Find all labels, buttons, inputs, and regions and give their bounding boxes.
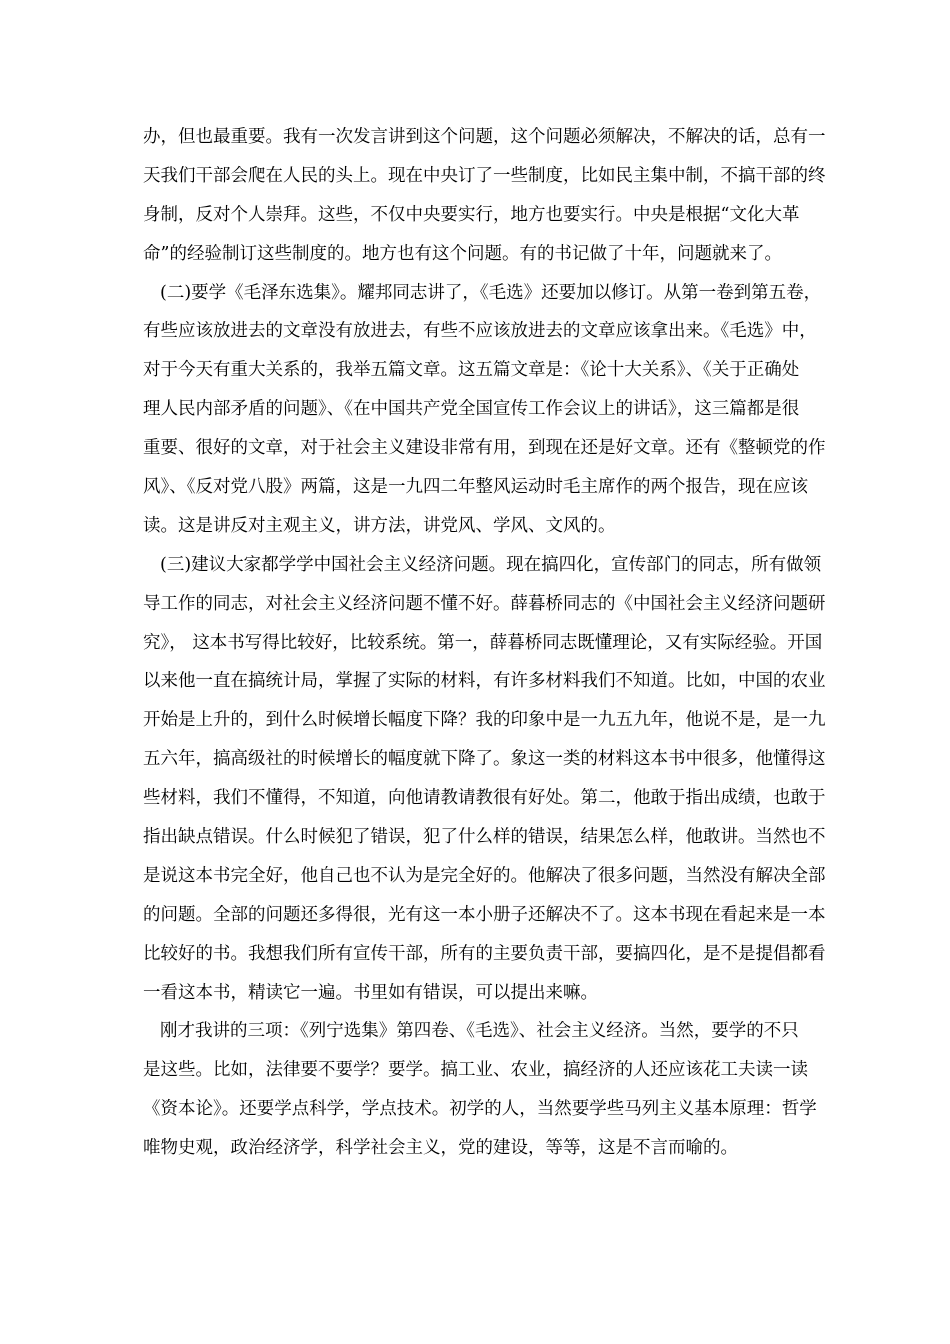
text-line: 指出缺点错误。什么时候犯了错误，犯了什么样的错误，结果怎么样，他敢讲。当然也不 [143, 827, 826, 848]
text-line: 理人民内部矛盾的问题》、《在中国共产党全国宣传工作会议上的讲话》，这三篇都是很 [143, 399, 800, 420]
text-line: 五六年，搞高级社的时候增长的幅度就下降了。象这一类的材料这本书中很多，他懂得这 [143, 749, 826, 770]
text-line: 读。这是讲反对主观主义，讲方法，讲党风、学风、文风的。 [143, 515, 616, 536]
text-line: 是这些。比如，法律要不要学？要学。搞工业、农业，搞经济的人还应该花工夫读一读 [143, 1060, 808, 1081]
text-line: 重要、很好的文章，对于社会主义建设非常有用，到现在还是好文章。还有《整顿党的作 [143, 438, 826, 459]
paragraph-first-line: (二)要学《毛泽东选集》。耀邦同志讲了，《毛选》还要加以修订。从第一卷到第五卷， [160, 282, 822, 303]
text-line: 命”的经验制订这些制度的。地方也有这个问题。有的书记做了十年，问题就来了。 [143, 243, 782, 264]
text-line: 比较好的书。我想我们所有宣传干部，所有的主要负责干部，要搞四化，是不是提倡都看 [143, 943, 826, 964]
paragraph-first-line: 刚才我讲的三项：《列宁选集》第四卷、《毛选》、社会主义经济。当然，要学的不只 [160, 1021, 799, 1042]
text-line: 开始是上升的，到什么时候增长幅度下降？我的印象中是一九五九年，他说不是，是一九 [143, 710, 826, 731]
text-line: 的问题。全部的问题还多得很，光有这一本小册子还解决不了。这本书现在看起来是一本 [143, 904, 826, 925]
text-line: 导工作的同志，对社会主义经济问题不懂不好。薛暮桥同志的《中国社会主义经济问题研 [143, 593, 826, 614]
text-line: 身制，反对个人崇拜。这些，不仅中央要实行，地方也要实行。中央是根据“文化大革 [143, 204, 800, 225]
text-line: 办，但也最重要。我有一次发言讲到这个问题，这个问题必须解决，不解决的话，总有一 [143, 127, 826, 147]
text-line: 对于今天有重大关系的，我举五篇文章。这五篇文章是：《论十大关系》、《关于正确处 [143, 360, 800, 381]
text-line: 以来他一直在搞统计局，掌握了实际的材料，有许多材料我们不知道。比如，中国的农业 [143, 671, 826, 692]
text-line: 是说这本书完全好，他自己也不认为是完全好的。他解决了很多问题，当然没有解决全部 [143, 865, 826, 886]
text-line: 天我们干部会爬在人民的头上。现在中央订了一些制度，比如民主集中制，不搞干部的终 [143, 165, 826, 186]
document-body [143, 118, 826, 1168]
text-line: 风》、《反对党八股》两篇，这是一九四二年整风运动时毛主席作的两个报告，现在应该 [143, 477, 808, 498]
text-line: 《资本论》。还要学点科学，学点技术。初学的人，当然要学些马列主义基本原理：哲学 [143, 1099, 817, 1120]
text-line: 一看这本书，精读它一遍。书里如有错误，可以提出来嘛。 [143, 982, 598, 1003]
text-line: 究》， 这本书写得比较好，比较系统。第一，薛暮桥同志既懂理论，又有实际经验。开国 [143, 632, 823, 653]
text-line: 唯物史观，政治经济学，科学社会主义，党的建设，等等，这是不言而喻的。 [143, 1138, 738, 1159]
paragraph-first-line: (三)建议大家都学学中国社会主义经济问题。现在搞四化，宣传部门的同志，所有做领 [160, 554, 822, 575]
text-line: 有些应该放进去的文章没有放进去，有些不应该放进去的文章应该拿出来。《毛选》中， [143, 321, 817, 342]
text-line: 些材料，我们不懂得，不知道，向他请教请教很有好处。第二，他敢于指出成绩，也敢于 [143, 788, 826, 809]
